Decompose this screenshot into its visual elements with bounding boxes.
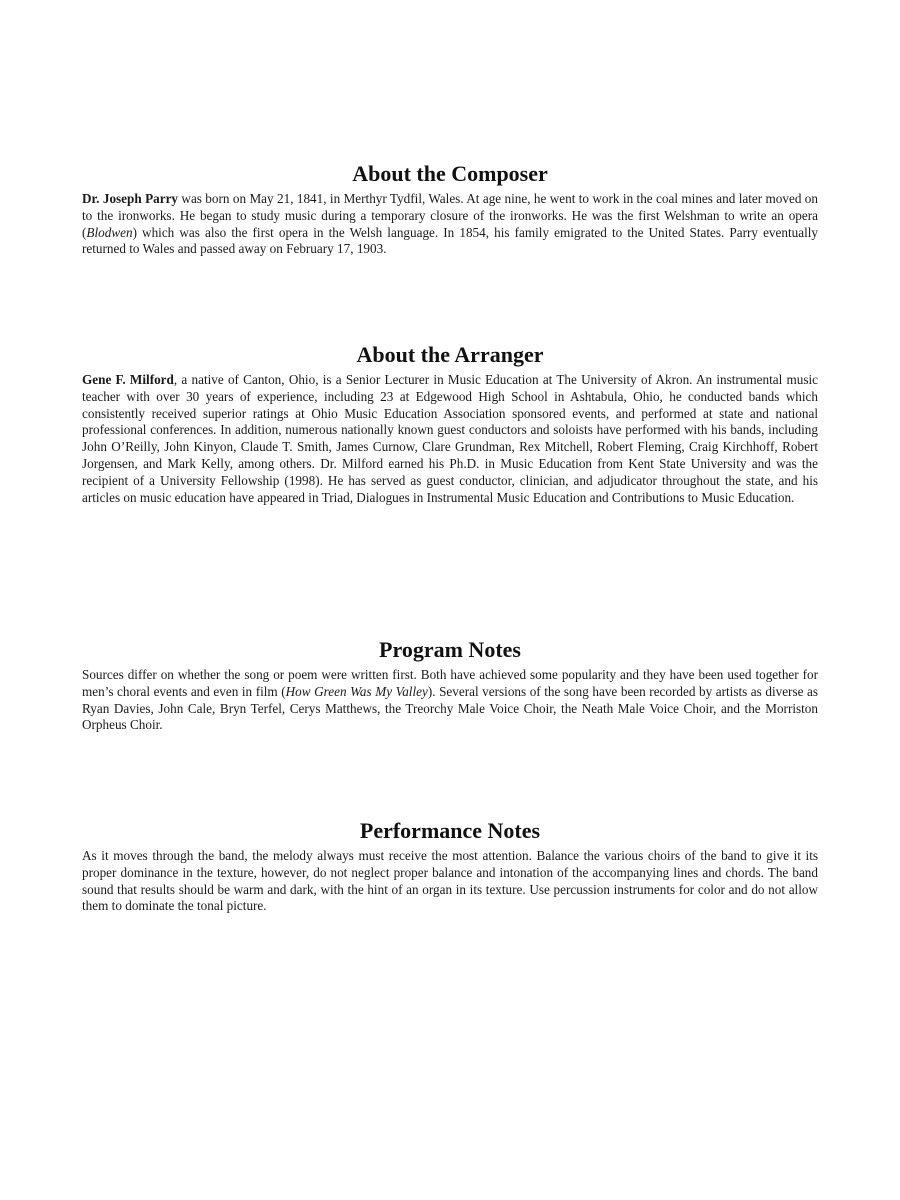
composer-paragraph	[82, 191, 818, 258]
arranger-heading: About the Arranger	[356, 342, 544, 367]
composer-heading: About the Composer	[352, 161, 548, 186]
performance-text: As it moves through the band, the melody always must receive the most attention. Balance the various choirs of the band to give it its proper dominance in the texture, however, do not neglect proper balance and intonation of the accompanying lines and chords. The band sound that results should be warm and dark, with the hint of an organ in its texture. Use percussion instruments for color and do not allow them to dominate the tonal picture.	[82, 848, 818, 914]
arranger-name: Gene F. Milford	[82, 372, 174, 387]
film-title: How Green Was My Valley	[285, 683, 428, 699]
arranger-paragraph	[82, 372, 818, 506]
program-text-part-1: Sources differ on whether the song or poem were written first. Both have achieved some popularity and they have been used together for men’s choral events and even in film (	[82, 667, 818, 699]
performance-notes-paragraph	[82, 848, 818, 915]
composer-text-part-1: was born on May 21, 1841, in Merthyr Tydfil, Wales. At age nine, he went to work in the coal mines and later moved on to the ironworks. He began to study music during a temporary closure of the ironworks. He was the first Welshman to write an opera (	[82, 191, 818, 240]
program-notes-paragraph	[82, 667, 818, 734]
composer-section	[82, 161, 818, 258]
performance-notes-heading: Performance Notes	[359, 818, 541, 843]
composer-name: Dr. Joseph Parry	[82, 191, 179, 206]
program-notes-section	[82, 637, 818, 734]
program-notes-heading: Program Notes	[379, 637, 521, 662]
program-text-part-2: ). Several versions of the song have been recorded by artists as diverse as Ryan Davies, John Cale, Bryn Terfel, Cerys Matthews, the Treorchy Male Voice Choir, the Neath Male Voice Choir, and the Morriston Orpheus Choir.	[82, 683, 818, 733]
composer-text-part-2: ) which was also the first opera in the Welsh language. In 1854, his family emigrated to the United States. Parry eventually returned to Wales and passed away on February 17, 1903.	[82, 224, 818, 257]
performance-notes-section	[82, 818, 818, 915]
arranger-section	[82, 342, 818, 506]
opera-title: Blodwen	[86, 224, 133, 240]
arranger-text: , a native of Canton, Ohio, is a Senior Lecturer in Music Education at The University of Akron. An instrumental music teacher with over 30 years of experience, including 23 at Edgewood High School in Ashtabula, Ohio, he conducted bands which consistently received superior ratings at Ohio Music Education Association sponsored events, and performed at state and national professional conferences. In addition, numerous nationally known guest conductors and soloists have performed with his bands, including John O’Reilly, John Kinyon, Claude T. Smith, James Curnow, Clare Grundman, Rex Mitchell, Robert Fleming, Craig Kirchhoff, Robert Jorgensen, and Mark Kelly, among others. Dr. Milford earned his Ph.D. in Music Education from Kent State University and was the recipient of a University Fellowship (1998). He has served as guest conductor, clinician, and adjudicator throughout the state, and his articles on music education have appeared in Triad, Dialogues in Instrumental Music Education and Contributions to Music Education.	[82, 372, 818, 505]
